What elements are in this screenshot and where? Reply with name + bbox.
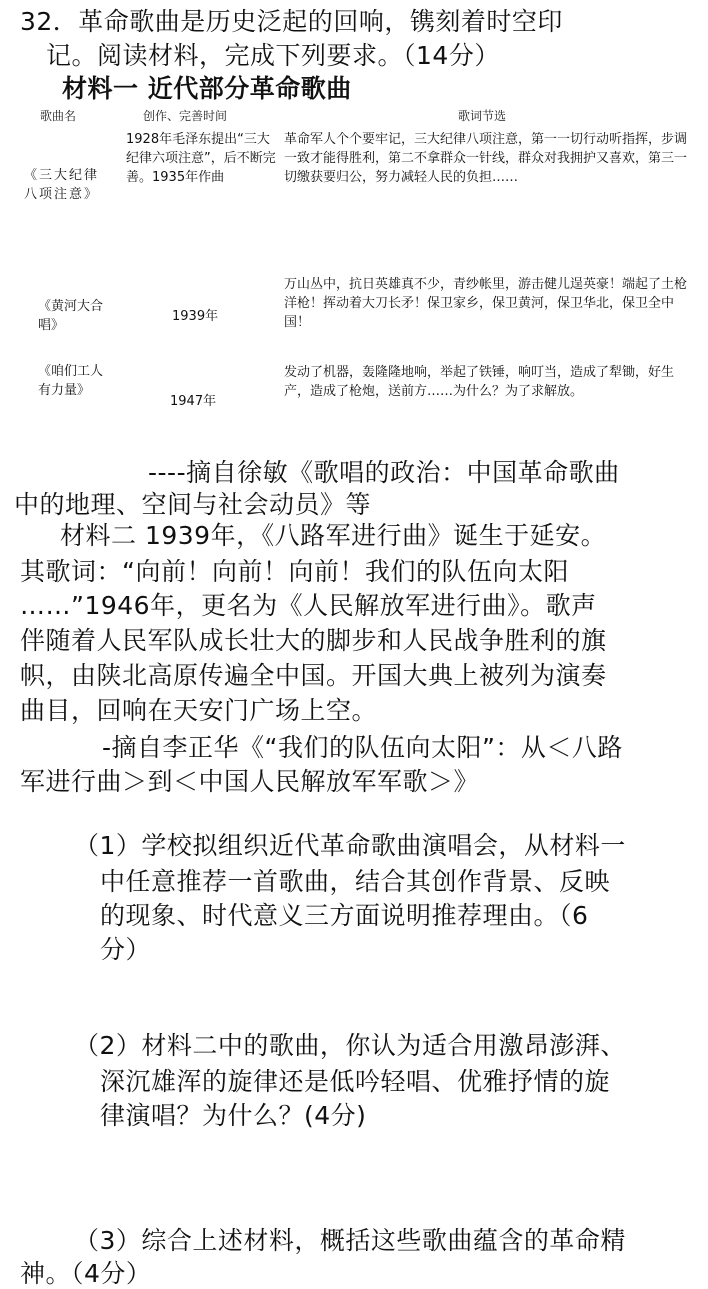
material-2-line-5: 帜，由陕北高原传遍全中国。开国大典上被列为演奏 <box>20 661 607 690</box>
sub-question-1-line-4: 分） <box>100 935 152 964</box>
material-2-source-line-2: 军进行曲＞到＜中国人民解放军军歌＞》 <box>20 767 480 796</box>
sub-question-1-line-3: 的现象、时代意义三方面说明推荐理由。（6 <box>100 901 589 930</box>
material-2-line-3: ……”1946年，更名为《人民解放军进行曲》。歌声 <box>20 591 597 620</box>
table-header-time: 创作、完善时间 <box>143 109 228 123</box>
table-row-2-time: 1939年 <box>172 309 219 324</box>
material-2-line-2: 其歌词：“向前！向前！向前！我们的队伍向太阳 <box>20 557 569 586</box>
table-header-song: 歌曲名 <box>40 109 77 123</box>
table-row-3-time: 1947年 <box>170 394 217 409</box>
material-1-source-line-1: ----摘自徐敏《歌唱的政治：中国革命歌曲 <box>148 458 620 487</box>
table-row-1-lyrics: 革命军人个个要牢记，三大纪律八项注意，第一一切行动听指挥，步调一致才能得胜利，第二不拿群众一针线，群众对我拥护又喜欢，第三一切缴获要归公，努力减轻人民的负担…… <box>284 132 688 185</box>
material-1-title: 材料一 近代部分革命歌曲 <box>62 74 352 103</box>
table-row-2-song: 《黄河大合唱》 <box>38 299 104 333</box>
sub-question-1-line-2: 中任意推荐一首歌曲，结合其创作背景、反映 <box>100 867 611 896</box>
material-2-line-1: 材料二 1939年，《八路军进行曲》诞生于延安。 <box>60 521 607 550</box>
material-2-line-6: 曲目，回响在天安门广场上空。 <box>20 696 378 725</box>
sub-question-2-line-3: 律演唱？为什么？(4分) <box>100 1101 367 1130</box>
sub-question-3-line-2: 神。（4分） <box>20 1259 152 1288</box>
table-header-lyrics: 歌词节选 <box>458 109 507 123</box>
table-row-1-song: 《三大纪律八项注意》 <box>24 168 100 202</box>
sub-question-1-line-1: （1）学校拟组织近代革命歌曲演唱会，从材料一 <box>74 831 626 860</box>
sub-question-2-line-2: 深沉雄浑的旋律还是低吟轻唱、优雅抒情的旋 <box>100 1067 611 1096</box>
question-title-line-1: 32．革命歌曲是历史泛起的回响，镌刻着时空印 <box>20 7 563 36</box>
table-row-2-lyrics: 万山丛中，抗日英雄真不少，青纱帐里，游击健儿逞英豪！端起了土枪洋枪！挥动着大刀长矛！保卫家乡，保卫黄河，保卫华北，保卫全中国！ <box>284 277 688 330</box>
table-row-3-lyrics: 发动了机器，轰隆隆地响，举起了铁锤，响叮当，造成了犁锄，好生产，造成了枪炮，送前方……为什么？为了求解放。 <box>284 365 675 399</box>
table-row-3-song: 《咱们工人有力量》 <box>38 364 104 398</box>
sub-question-2-line-1: （2）材料二中的歌曲，你认为适合用激昂澎湃、 <box>74 1031 626 1060</box>
material-2-source-line-1: -摘自李正华《“我们的队伍向太阳”：从＜八路 <box>102 733 623 762</box>
table-row-1-time: 1928年毛泽东提出“三大纪律六项注意”，后不断完善。1935年作曲 <box>126 132 276 185</box>
material-1-source-line-2: 中的地理、空间与社会动员》等 <box>14 490 372 519</box>
sub-question-3-line-1: （3）综合上述材料，概括这些歌曲蕴含的革命精 <box>74 1226 626 1255</box>
question-title-line-2: 记。阅读材料，完成下列要求。（14分） <box>46 41 500 70</box>
material-2-line-4: 伴随着人民军队成长壮大的脚步和人民战争胜利的旗 <box>20 626 607 655</box>
